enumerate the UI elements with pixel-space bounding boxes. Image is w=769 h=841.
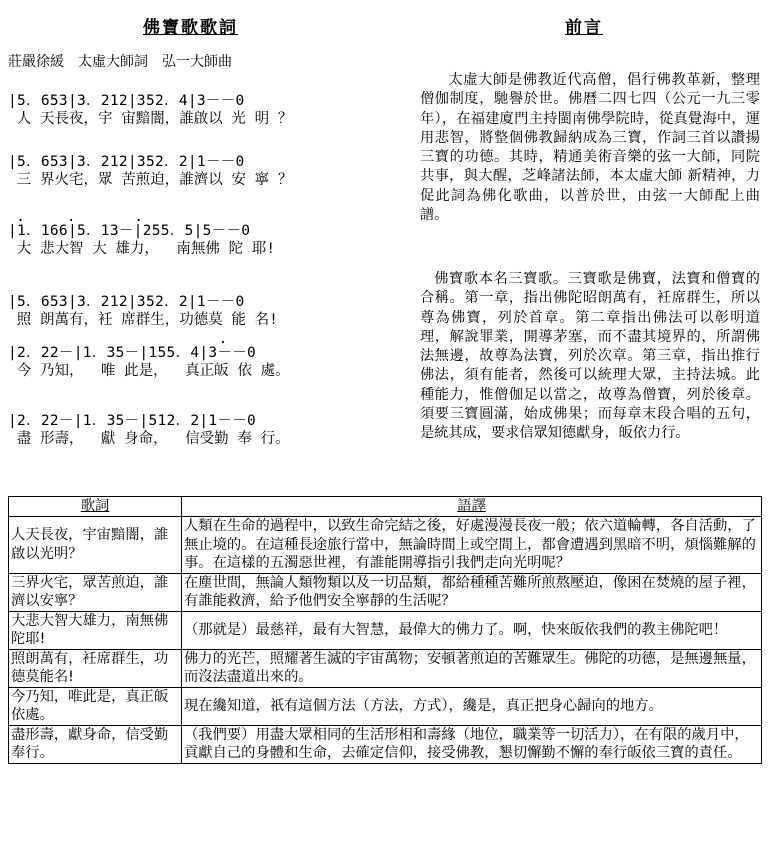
- score-line-3: [8, 209, 398, 259]
- score-notes: |5．653|3．212|352．2|1－－0: [8, 294, 245, 310]
- song-title: 佛寶歌歌詞: [143, 18, 238, 38]
- score-line-2: [8, 143, 398, 190]
- score-lyrics: 今 乃知， 唯 此是， 真正皈 依 處。: [8, 363, 290, 379]
- preface-paragraph-2: [420, 270, 760, 444]
- score-dots: [8, 402, 398, 412]
- lyric-cell: 盡形壽，獻身命，信受勤奉行。: [9, 725, 182, 763]
- translation-cell: 佛力的光芒，照耀著生滅的宇宙萬物；安頓著煎迫的苦難眾生。佛陀的功德，是無邊無量，而沒法盡道出來的。: [182, 649, 762, 687]
- score-notes: |2．22－|1．35－|512．2|1－－0: [8, 413, 257, 429]
- table-row: [9, 649, 762, 687]
- translation-cell: 在塵世間，無論人類物類以及一切品類，都給種種苦難所煎熬壓迫，像困在焚燒的屋子裡，有誰能救濟，給予他們安全寧靜的生活呢？: [182, 573, 762, 611]
- score-dots: . . .: [8, 209, 143, 225]
- table-row: [9, 725, 762, 763]
- score-lyrics: 大 悲大智 大 雄力， 南無佛 陀 耶!: [8, 241, 276, 257]
- score-lyrics: 人 天長夜，宇 宙黯闇，誰啟以 光 明 ？: [8, 111, 293, 127]
- score-line-1: [8, 82, 398, 129]
- lyrics-translation-table: [8, 496, 762, 764]
- table-row: [9, 687, 762, 725]
- lyric-cell: 照朗萬有，衽席群生，功德莫能名!: [9, 649, 182, 687]
- score-notes: |2．22－|1．35－|155．4|3－－0: [8, 345, 257, 361]
- lyric-cell: 今乃知，唯此是，真正皈依處。: [9, 687, 182, 725]
- score-notes: |1．166|5．13－|255．5|5－－0: [8, 223, 251, 239]
- score-dots: [8, 143, 398, 153]
- score-dots: [8, 82, 398, 92]
- header-lyrics: 歌詞: [9, 497, 182, 517]
- score-line-4: [8, 283, 398, 330]
- score-lyrics: 盡 形壽， 獻 身命， 信受勤 奉 行。: [8, 431, 290, 447]
- translation-cell: （我們要）用盡大眾相同的生活形相和壽緣（地位，職業等一切活力），在有限的歲月中，貢獻自己的身體和生命，去確定信仰，接受佛教，懇切懈勤不懈的奉行皈依三寶的責任。: [182, 725, 762, 763]
- credits-line: 莊嚴徐緩 太虛大師詞 弘一大師曲: [8, 54, 232, 70]
- score-line-6: [8, 402, 398, 449]
- score-dots: [8, 283, 398, 293]
- score-dots: .: [8, 331, 228, 347]
- preface-text: 佛寶歌本名三寶歌。三寶歌是佛寶，法寶和僧寶的合稱。第一章，指出佛陀昭朗萬有，衽席群生，所以尊為佛寶，列於首章。第二章指出佛法可以彰明道理，解說罪業，開導茅塞，而不盡其境界的，所謂佛法無邊，故尊為法寶，列於次章。第三章，指出推行佛法，須有能者，然後可以統理大眾，主持法城。此種能力，惟僧伽足以當之，故尊為僧寶，列於後章。須要三寶圓滿，始成佛果；而每章末段合唱的五句，是統其成，要求信眾知德獻身，皈依力行。: [420, 271, 760, 442]
- score-lyrics: 三 界火宅，眾 苦煎迫，誰濟以 安 寧 ？: [8, 172, 293, 188]
- table-row: [9, 611, 762, 649]
- table-header-row: [9, 497, 762, 517]
- score-notes: |5．653|3．212|352．2|1－－0: [8, 154, 245, 170]
- table-row: [9, 517, 762, 574]
- translation-cell: 現在纔知道，祇有這個方法（方法，方式），纔是，真正把身心歸向的地方。: [182, 687, 762, 725]
- score-line-5: [8, 331, 398, 381]
- translation-cell: （那就是）最慈祥，最有大智慧，最偉大的佛力了。啊，快來皈依我們的教主佛陀吧！: [182, 611, 762, 649]
- lyric-cell: 人天長夜，宇宙黯闇，誰啟以光明？: [9, 517, 182, 574]
- lyric-cell: 三界火宅，眾苦煎迫，誰濟以安寧？: [9, 573, 182, 611]
- table-row: [9, 573, 762, 611]
- preface-paragraph-1: [420, 71, 760, 225]
- preface-text: 太虛大師是佛教近代高僧，倡行佛教革新，整理僧伽制度，馳譽於世。佛曆二四七四（公元一九三零年），在福建廈門主持閩南佛學院時，從真覺海中，運用悲智，將整個佛教歸納成為三寶，作詞三首以讚揚三寶的功德。其時，精通美術音樂的弦一大師，同院共事，與大醒，芝峰諸法師，本太虛大師 新精神，力促此詞為佛化歌曲，以普於世，由弦一大師配上曲譜。: [420, 72, 760, 224]
- score-lyrics: 照 朗萬有，衽 席群生，功德莫 能 名!: [8, 312, 278, 328]
- preface-title: 前言: [565, 18, 603, 38]
- header-translation: 語譯: [182, 497, 762, 517]
- score-notes: |5．653|3．212|352．4|3－－0: [8, 93, 245, 109]
- lyric-cell: 大悲大智大雄力，南無佛陀耶!: [9, 611, 182, 649]
- translation-cell: 人類在生命的過程中，以致生命完結之後，好處漫漫長夜一般；依六道輪轉，各自活動，了無止境的。在這種長途旅行當中，無論時間上或空間上，都會遭遇到黑暗不明，煩惱難解的事。在這樣的五濁惡世裡，有誰能開導指引我們走向光明呢？: [182, 517, 762, 574]
